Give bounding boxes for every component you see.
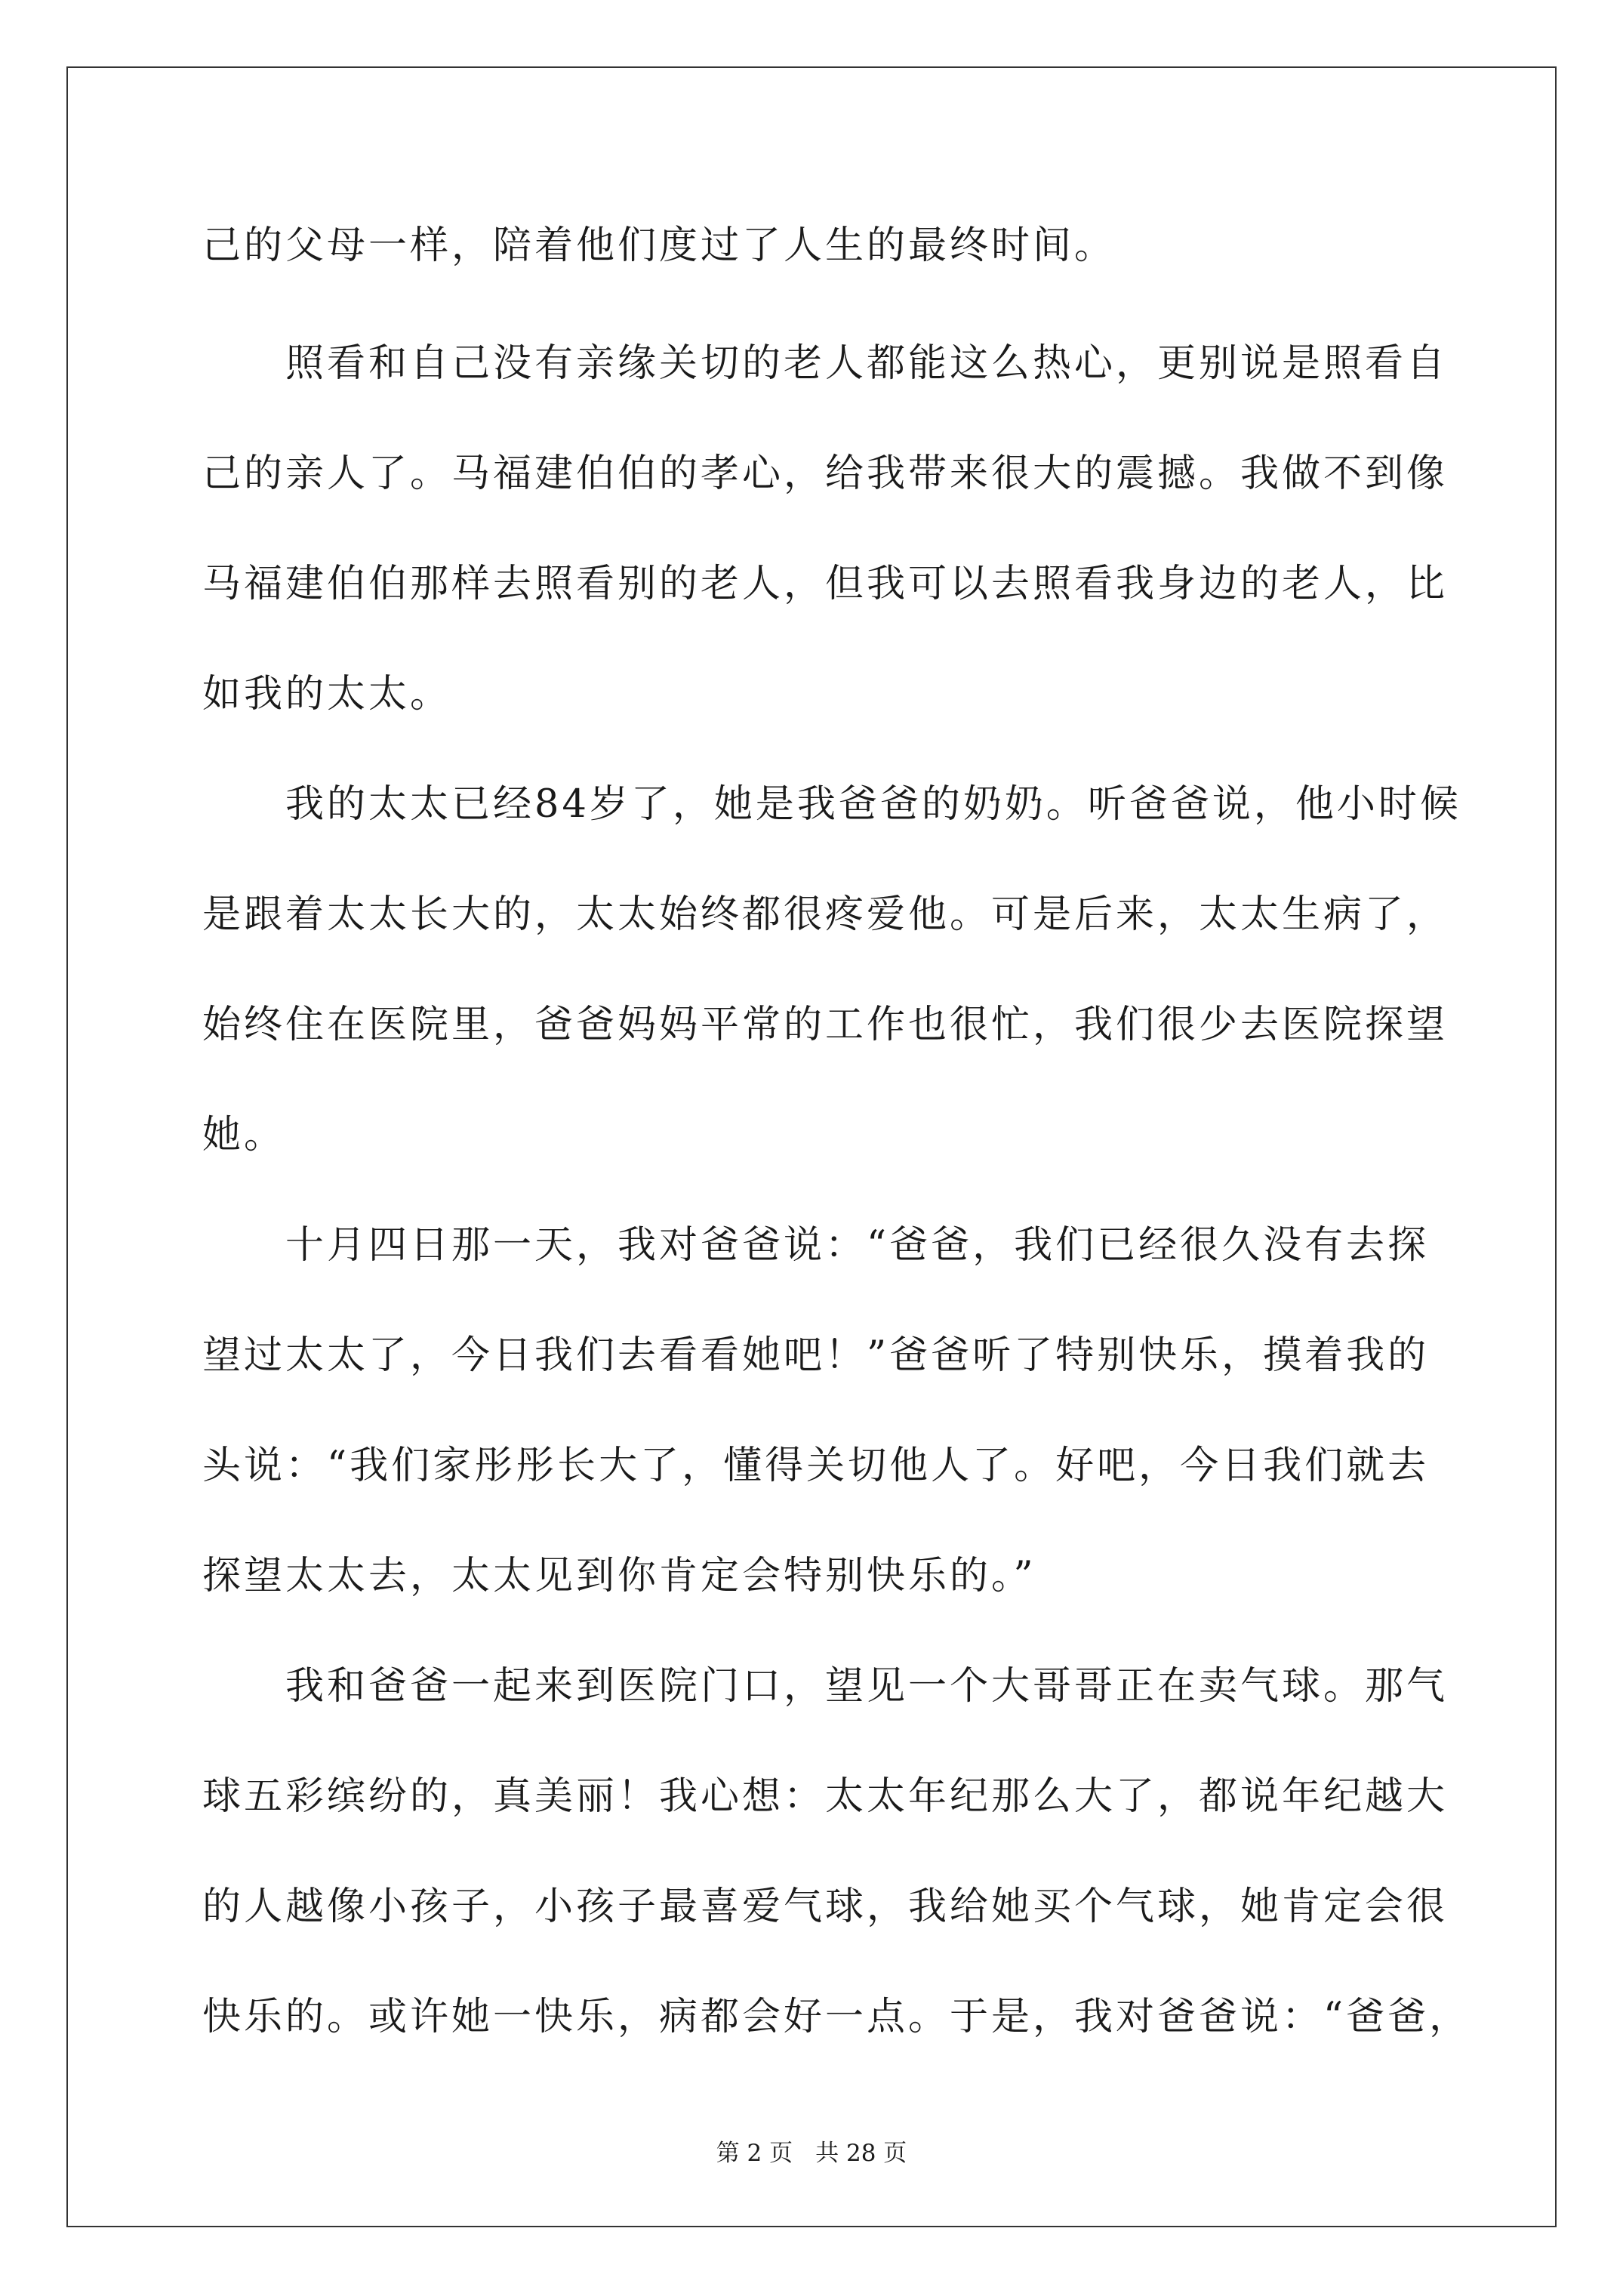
text-line: 己的父母一样，陪着他们度过了人生的最终时间。 xyxy=(202,223,1116,268)
text-line: 球五彩缤纷的，真美丽！我心想：太太年纪那么大了，都说年纪越大 xyxy=(202,1774,1449,1819)
page-number-total: 共 28 页 xyxy=(815,2140,907,2167)
text-line: 如我的太太。 xyxy=(202,672,452,717)
page-footer xyxy=(0,2138,1623,2168)
text-line: 头说：“我们家彤彤长大了，懂得关切他人了。好吧，今日我们就去 xyxy=(202,1444,1430,1488)
text-line: 的人越像小孩子，小孩子最喜爱气球，我给她买个气球，她肯定会很 xyxy=(202,1885,1449,1929)
text-line: 望过太太了，今日我们去看看她吧！”爸爸听了特别快乐，摸着我的 xyxy=(202,1333,1430,1378)
text-line: 她。 xyxy=(202,1113,286,1157)
text-line: 是跟着太太长大的，太太始终都很疼爱他。可是后来，太太生病了， xyxy=(202,892,1449,937)
text-line: 快乐的。或许她一快乐，病都会好一点。于是，我对爸爸说：“爸爸， xyxy=(202,1995,1471,2039)
text-line: 十月四日那一天，我对爸爸说：“爸爸，我们已经很久没有去探 xyxy=(202,1223,1430,1268)
text-line: 我和爸爸一起来到医院门口，望见一个大哥哥正在卖气球。那气 xyxy=(202,1664,1449,1709)
text-line: 探望太太去，太太见到你肯定会特别快乐的。” xyxy=(202,1554,1036,1598)
text-line: 始终住在医院里，爸爸妈妈平常的工作也很忙，我们很少去医院探望 xyxy=(202,1003,1449,1047)
page-number-current: 第 2 页 xyxy=(716,2140,793,2167)
text-line: 马福建伯伯那样去照看别的老人，但我可以去照看我身边的老人，比 xyxy=(202,562,1449,606)
text-line: 照看和自己没有亲缘关切的老人都能这么热心，更别说是照看自 xyxy=(202,341,1449,386)
text-line: 己的亲人了。马福建伯伯的孝心，给我带来很大的震撼。我做不到像 xyxy=(202,451,1449,496)
text-line: 我的太太已经84岁了，她是我爸爸的奶奶。听爸爸说，他小时候 xyxy=(202,782,1461,827)
